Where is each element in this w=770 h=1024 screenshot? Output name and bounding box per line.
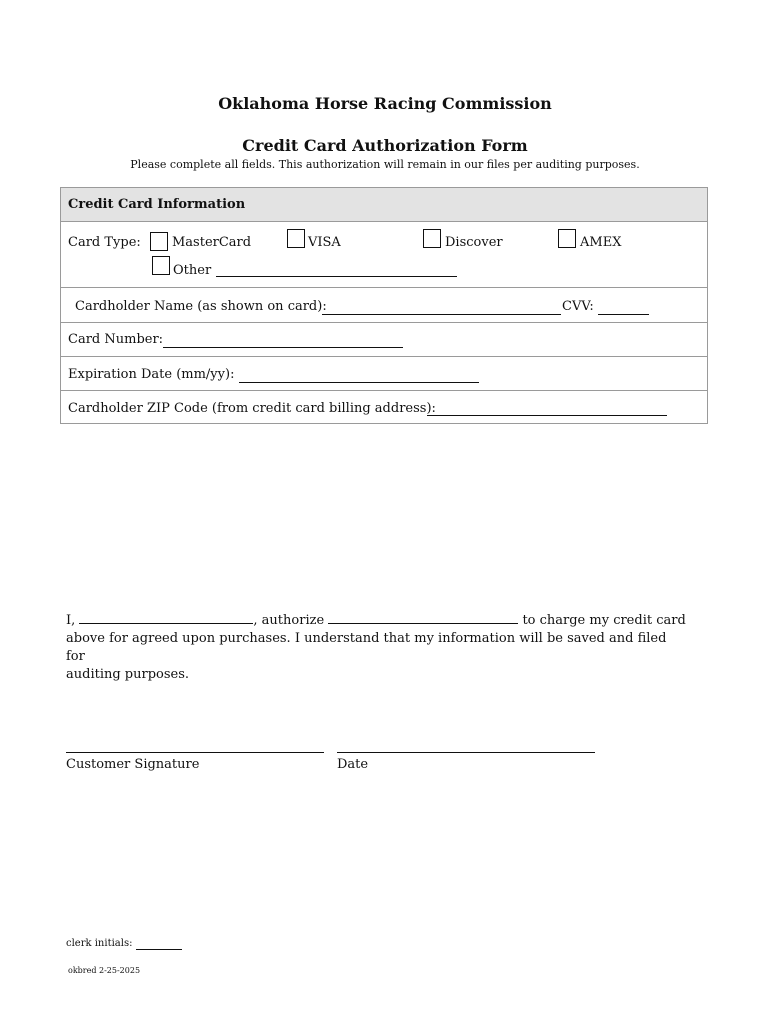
customer-signature-line[interactable] — [66, 752, 324, 753]
amex-label: AMEX — [580, 235, 622, 250]
date-line[interactable] — [337, 752, 595, 753]
other-checkbox[interactable] — [152, 256, 170, 275]
other-input-line[interactable] — [216, 276, 457, 277]
authorization-paragraph — [66, 611, 686, 684]
expiration-line[interactable] — [239, 382, 479, 383]
authorization-suffix: to charge my credit card — [522, 613, 686, 628]
form-title: Credit Card Authorization Form — [242, 136, 528, 155]
form-instructions: Please complete all fields. This authorization will remain in our files per auditing purposes. — [130, 158, 640, 171]
zip-line[interactable] — [427, 415, 667, 416]
visa-checkbox[interactable] — [287, 229, 305, 248]
authorization-prefix: I, — [66, 613, 76, 628]
visa-label: VISA — [308, 235, 341, 250]
cvv-line[interactable] — [598, 314, 649, 315]
customer-signature-label: Customer Signature — [66, 757, 200, 772]
date-label: Date — [337, 757, 369, 772]
section-heading: Credit Card Information — [68, 197, 246, 212]
payee-line[interactable] — [328, 611, 518, 624]
authorization-line2: above for agreed upon purchases. I understand that my information will be saved and filed for — [66, 631, 667, 664]
credit-card-info-section — [60, 187, 708, 424]
clerk-initials-label: clerk initials: — [66, 938, 133, 949]
expiration-label: Expiration Date (mm/yy): — [68, 367, 235, 382]
zip-label: Cardholder ZIP Code (from credit card billing address): — [68, 401, 436, 416]
mastercard-checkbox[interactable] — [150, 232, 168, 251]
form-version: okbred 2-25-2025 — [68, 966, 141, 975]
authorization-line3: auditing purposes. — [66, 667, 190, 682]
organization-title: Oklahoma Horse Racing Commission — [218, 94, 552, 113]
cardholder-name-label: Cardholder Name (as shown on card): — [75, 299, 327, 314]
clerk-initials-line[interactable] — [136, 949, 182, 950]
card-type-label: Card Type: — [68, 235, 141, 250]
mastercard-label: MasterCard — [172, 235, 252, 250]
amex-checkbox[interactable] — [558, 229, 576, 248]
card-number-label: Card Number: — [68, 332, 164, 347]
authorizer-name-line[interactable] — [79, 611, 253, 624]
other-label: Other — [173, 263, 212, 278]
authorization-authorize: , authorize — [253, 613, 325, 628]
card-number-line[interactable] — [163, 347, 403, 348]
discover-checkbox[interactable] — [423, 229, 441, 248]
cvv-label: CVV: — [562, 299, 594, 314]
cardholder-name-line[interactable] — [322, 314, 561, 315]
discover-label: Discover — [445, 235, 503, 250]
section-header — [61, 188, 707, 222]
